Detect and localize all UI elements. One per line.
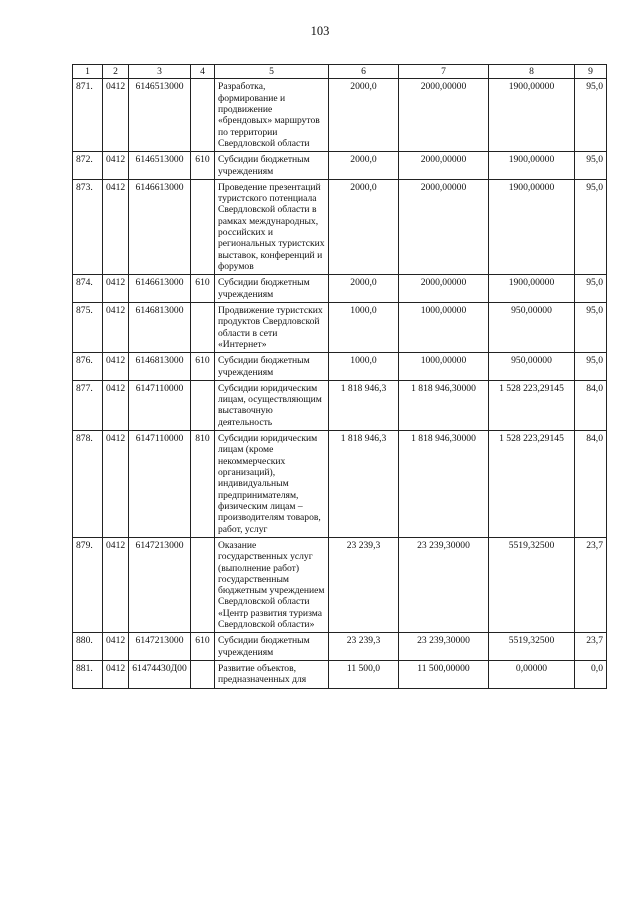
target-code-cell: 6147110000 [129,380,191,430]
target-code-cell: 6146613000 [129,275,191,303]
item-name-cell: Субсидии бюджетным учреждениям [215,275,329,303]
approved-amount-cell: 11 500,00000 [399,661,489,689]
row-number-cell: 873. [73,179,103,275]
row-number-cell: 871. [73,79,103,152]
percent-cell: 95,0 [575,302,607,352]
approved-amount-cell: 2000,00000 [399,179,489,275]
expense-type-cell [191,380,215,430]
target-code-cell: 6147213000 [129,537,191,633]
executed-amount-cell: 1 528 223,29145 [489,431,575,538]
expense-type-cell [191,302,215,352]
row-number-cell: 880. [73,633,103,661]
row-number-cell: 878. [73,431,103,538]
row-number-cell: 879. [73,537,103,633]
column-header: 5 [215,65,329,79]
column-header: 2 [103,65,129,79]
planned-amount-cell: 1 818 946,3 [329,380,399,430]
planned-amount-cell: 2000,0 [329,179,399,275]
percent-cell: 95,0 [575,79,607,152]
target-code-cell: 61474430Д00 [129,661,191,689]
item-name-cell: Субсидии бюджетным учреждениям [215,353,329,381]
percent-cell: 84,0 [575,431,607,538]
planned-amount-cell: 1 818 946,3 [329,431,399,538]
item-name-cell: Субсидии юридическим лицам (кроме некоммерческих организаций), индивидуальным предпринимателям, физическим лицам – производителям товаров, работ, услуг [215,431,329,538]
executed-amount-cell: 5519,32500 [489,537,575,633]
percent-cell: 95,0 [575,152,607,180]
table-row [73,353,607,381]
item-name-cell: Субсидии юридическим лицам, осуществляющим выставочную деятельность [215,380,329,430]
executed-amount-cell: 950,00000 [489,353,575,381]
percent-cell: 0,0 [575,661,607,689]
executed-amount-cell: 0,00000 [489,661,575,689]
row-number-cell: 881. [73,661,103,689]
percent-cell: 95,0 [575,275,607,303]
approved-amount-cell: 1 818 946,30000 [399,380,489,430]
approved-amount-cell: 2000,00000 [399,152,489,180]
approved-amount-cell: 1000,00000 [399,353,489,381]
expense-type-cell [191,179,215,275]
section-code-cell: 0412 [103,661,129,689]
table-row [73,79,607,152]
item-name-cell: Субсидии бюджетным учреждениям [215,152,329,180]
column-header: 9 [575,65,607,79]
percent-cell: 84,0 [575,380,607,430]
executed-amount-cell: 950,00000 [489,302,575,352]
section-code-cell: 0412 [103,79,129,152]
column-header: 1 [73,65,103,79]
section-code-cell: 0412 [103,353,129,381]
row-number-cell: 876. [73,353,103,381]
executed-amount-cell: 1900,00000 [489,79,575,152]
table-row [73,179,607,275]
target-code-cell: 6146613000 [129,179,191,275]
table-header-row [73,65,607,79]
item-name-cell: Развитие объектов, предназначенных для [215,661,329,689]
column-header: 7 [399,65,489,79]
planned-amount-cell: 2000,0 [329,275,399,303]
approved-amount-cell: 23 239,30000 [399,537,489,633]
item-name-cell: Разработка, формирование и продвижение «брендовых» маршрутов по территории Свердловской области [215,79,329,152]
table-body [73,79,607,688]
section-code-cell: 0412 [103,302,129,352]
section-code-cell: 0412 [103,179,129,275]
section-code-cell: 0412 [103,431,129,538]
table-row [73,633,607,661]
expense-type-cell: 610 [191,633,215,661]
target-code-cell: 6146513000 [129,152,191,180]
approved-amount-cell: 1000,00000 [399,302,489,352]
planned-amount-cell: 23 239,3 [329,633,399,661]
section-code-cell: 0412 [103,380,129,430]
row-number-cell: 875. [73,302,103,352]
row-number-cell: 872. [73,152,103,180]
table-row [73,661,607,689]
column-header: 8 [489,65,575,79]
target-code-cell: 6147213000 [129,633,191,661]
executed-amount-cell: 1900,00000 [489,179,575,275]
approved-amount-cell: 23 239,30000 [399,633,489,661]
expense-type-cell [191,79,215,152]
percent-cell: 23,7 [575,633,607,661]
executed-amount-cell: 1900,00000 [489,152,575,180]
percent-cell: 23,7 [575,537,607,633]
item-name-cell: Продвижение туристских продуктов Свердловской области в сети «Интернет» [215,302,329,352]
section-code-cell: 0412 [103,537,129,633]
table-row [73,380,607,430]
row-number-cell: 874. [73,275,103,303]
planned-amount-cell: 11 500,0 [329,661,399,689]
planned-amount-cell: 2000,0 [329,79,399,152]
planned-amount-cell: 2000,0 [329,152,399,180]
column-header: 4 [191,65,215,79]
percent-cell: 95,0 [575,353,607,381]
executed-amount-cell: 1 528 223,29145 [489,380,575,430]
section-code-cell: 0412 [103,152,129,180]
item-name-cell: Проведение презентаций туристского потенциала Свердловской области в рамках международных, российских и региональных туристских выставок, конференций и форумов [215,179,329,275]
table-row [73,152,607,180]
table-row [73,302,607,352]
approved-amount-cell: 1 818 946,30000 [399,431,489,538]
planned-amount-cell: 23 239,3 [329,537,399,633]
executed-amount-cell: 5519,32500 [489,633,575,661]
expense-type-cell [191,537,215,633]
table-row [73,537,607,633]
section-code-cell: 0412 [103,275,129,303]
planned-amount-cell: 1000,0 [329,353,399,381]
expense-type-cell [191,661,215,689]
column-header: 3 [129,65,191,79]
section-code-cell: 0412 [103,633,129,661]
percent-cell: 95,0 [575,179,607,275]
budget-table [72,64,607,689]
planned-amount-cell: 1000,0 [329,302,399,352]
expense-type-cell: 610 [191,152,215,180]
target-code-cell: 6147110000 [129,431,191,538]
table-row [73,431,607,538]
table-row [73,275,607,303]
executed-amount-cell: 1900,00000 [489,275,575,303]
approved-amount-cell: 2000,00000 [399,79,489,152]
item-name-cell: Субсидии бюджетным учреждениям [215,633,329,661]
expense-type-cell: 610 [191,353,215,381]
expense-type-cell: 610 [191,275,215,303]
item-name-cell: Оказание государственных услуг (выполнение работ) государственным бюджетным учреждением Свердловской области «Центр развития туризма Свердловской области» [215,537,329,633]
page-number: 103 [310,24,330,38]
expense-type-cell: 810 [191,431,215,538]
target-code-cell: 6146513000 [129,79,191,152]
target-code-cell: 6146813000 [129,302,191,352]
approved-amount-cell: 2000,00000 [399,275,489,303]
target-code-cell: 6146813000 [129,353,191,381]
row-number-cell: 877. [73,380,103,430]
column-header: 6 [329,65,399,79]
